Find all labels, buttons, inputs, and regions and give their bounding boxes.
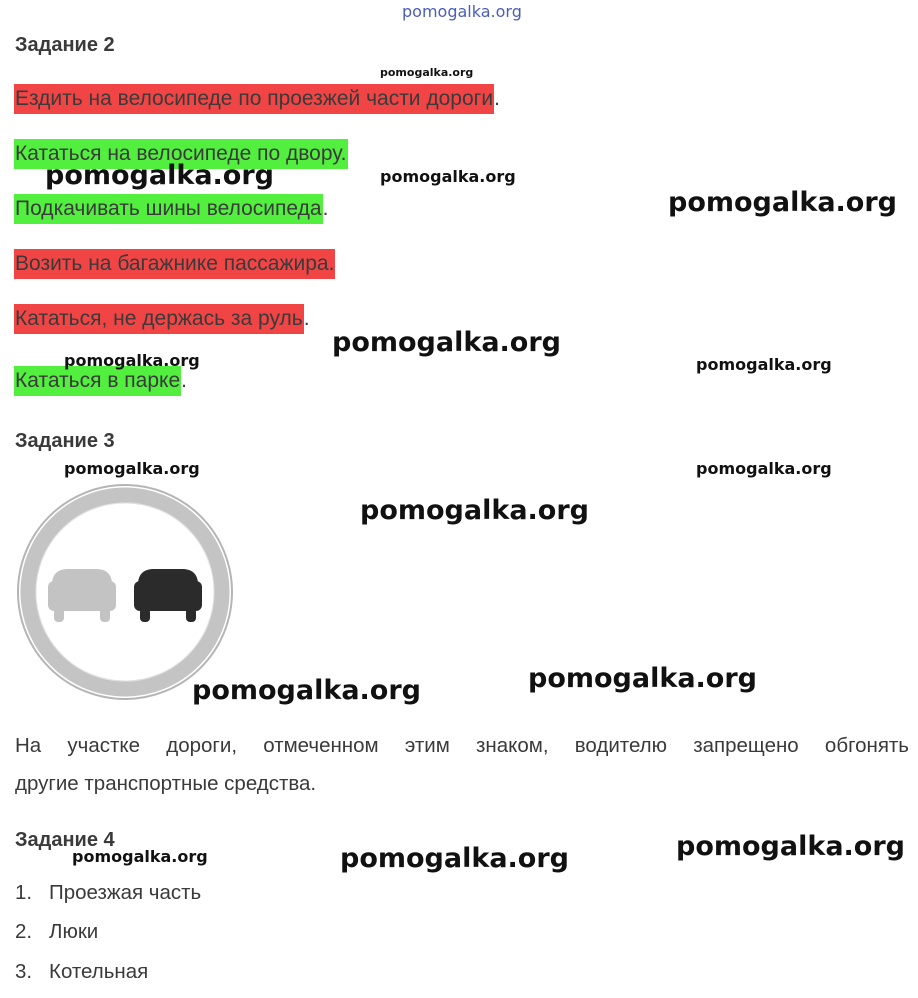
watermark-text: pomogalka.org [696,355,832,374]
watermark-text: pomogalka.org [192,675,421,706]
task2-item-4 [14,249,335,279]
watermark-text: pomogalka.org [696,459,832,478]
task2-item-6 [14,366,187,396]
task2-item-2-text: Кататься на велосипеде по двору. [14,139,348,169]
watermark-text: pomogalka.org [64,351,200,370]
list-item-text: Котельная [49,960,149,983]
task2-heading: Задание 2 [15,34,115,56]
no-overtaking-sign-graphic [14,480,238,704]
watermark-text: pomogalka.org [45,160,274,191]
task2-item-3 [14,194,328,224]
watermark-text: pomogalka.org [528,663,757,694]
task3-paragraph [15,734,909,796]
task2-item-6-text: Кататься в парке [14,366,181,396]
list-item [15,962,148,983]
task2-item-5-text: Кататься, не держась за руль [14,304,304,334]
task3-paragraph-line1: На участке дороги, отмеченном этим знаком, водителю запрещено обгонять [15,734,909,757]
list-item-number: 2. [15,920,33,943]
list-item-number: 3. [15,960,33,983]
task4-heading: Задание 4 [15,829,115,851]
list-item-text: Люки [49,920,99,943]
list-item-number: 1. [15,881,33,904]
task2-item-5-suffix: . [303,307,310,330]
list-item [15,883,201,904]
watermark-text: pomogalka.org [72,847,208,866]
task2-item-5 [14,304,310,334]
task2-item-1-suffix: . [494,87,500,110]
task3-paragraph-line2: другие транспортные средства. [15,772,317,795]
watermark-text: pomogalka.org [340,843,569,874]
task2-item-3-suffix: . [322,197,329,220]
watermark-text: pomogalka.org [360,495,589,526]
list-item [15,922,98,943]
list-item-text: Проезжая часть [49,881,202,904]
watermark-text: pomogalka.org [676,831,905,862]
watermark-text: pomogalka.org [332,327,561,358]
task2-item-1-text: Ездить на велосипеде по проезжей части дороги [14,84,494,114]
task2-item-4-text: Возить на багажнике пассажира. [14,249,335,279]
watermark-text: pomogalka.org [668,187,897,218]
watermark-text: pomogalka.org [380,66,474,79]
watermark-text: pomogalka.org [380,167,516,186]
task2-item-6-suffix: . [181,369,187,392]
top-watermark: pomogalka.org [402,2,522,21]
task2-item-1 [14,84,500,114]
watermark-text: pomogalka.org [64,459,200,478]
task3-heading: Задание 3 [15,430,115,452]
task2-item-3-text: Подкачивать шины велосипеда [14,194,323,224]
